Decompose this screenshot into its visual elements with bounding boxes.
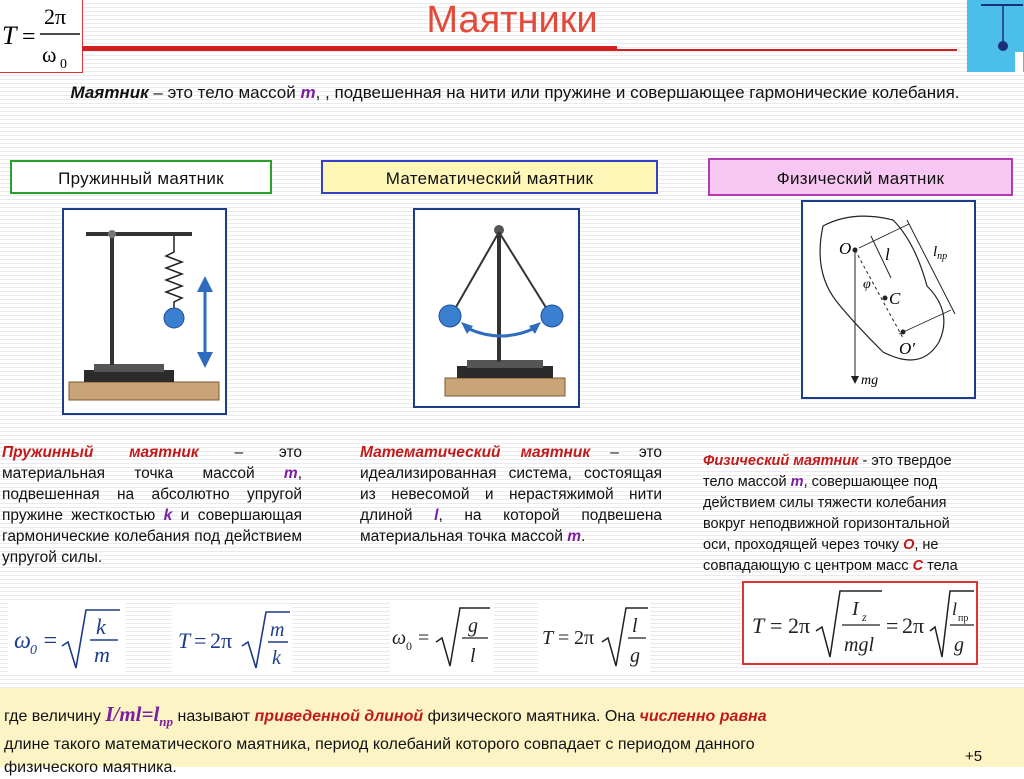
svg-text:ω: ω (14, 628, 31, 654)
spring-term: Пружинный маятник (2, 444, 199, 461)
page-title: Маятники (426, 0, 598, 41)
svg-text:l: l (470, 645, 476, 667)
bottom-note (4, 703, 994, 779)
spring-pendulum-description (2, 442, 302, 568)
label-lpr: $l_{пр}$ (933, 244, 948, 262)
definition-text-2: , , подвешенная на нити или пружине и совершающее гармонические колебания. (315, 83, 960, 102)
category-mathematical: Математический маятник (321, 160, 658, 194)
label-C: C (889, 289, 901, 308)
definition-var: m (300, 83, 316, 102)
svg-text:g: g (954, 634, 964, 656)
phys-line-1: Физический маятник - это твердое (703, 453, 952, 469)
svg-text:=: = (418, 627, 430, 649)
svg-text:l: l (632, 615, 638, 637)
svg-text:g: g (468, 615, 478, 637)
svg-text:T: T (542, 627, 554, 649)
spring-pendulum-illustration (62, 208, 227, 415)
definition-term: Маятник (70, 83, 149, 102)
phys-line-3: действием силы тяжести колебания (703, 495, 947, 511)
svg-text:k: k (96, 614, 106, 639)
spring-var-k: k (163, 507, 173, 524)
math-period-formula (538, 600, 650, 674)
label-phi: φ (863, 277, 871, 292)
math-text-3: . (581, 528, 586, 545)
math-pendulum-description (360, 442, 662, 547)
spring-text-1: – это материальная точка массой (2, 444, 302, 482)
math-term: Математический маятник (360, 444, 591, 461)
math-var-m: m (567, 528, 582, 545)
svg-text:T: T (178, 628, 191, 653)
svg-text:0: 0 (406, 639, 412, 653)
svg-text:2π: 2π (788, 613, 811, 638)
svg-text:m: m (270, 619, 285, 641)
svg-text:I: I (852, 598, 859, 620)
formula-den-sub: 0 (60, 57, 67, 72)
svg-text:=: = (42, 628, 59, 654)
phys-line-5: оси, проходящей через точку O, не (703, 537, 939, 553)
spring-text-2: , подвешенная на абсолютно упругой пружине жесткостью (2, 465, 302, 524)
svg-text:mgl: mgl (844, 634, 874, 656)
svg-text:l: l (952, 599, 958, 619)
math-text-2: , на которой подвешена материальная точка массой (360, 507, 662, 545)
svg-text:m: m (94, 642, 110, 667)
spring-period-formula (172, 606, 292, 674)
physical-pendulum-drawing (803, 202, 974, 397)
math-text-1: – это идеализированная система, состоящая из невесомой и нерастяжимой нити длиной (360, 444, 662, 524)
physical-pendulum-illustration (801, 200, 976, 399)
formula-T: T (2, 21, 17, 50)
svg-text:=: = (558, 627, 570, 649)
spring-omega-formula (8, 602, 126, 674)
svg-text:z: z (862, 610, 867, 624)
phys-line-4: вокруг неподвижной горизонтальной (703, 516, 950, 532)
reduced-length-formula: $I/ml=l_{пр}$ (105, 702, 174, 730)
svg-text:=: = (194, 628, 207, 653)
svg-text:=: = (770, 613, 783, 638)
svg-text:2π: 2π (902, 613, 925, 638)
math-pendulum-drawing (415, 210, 578, 406)
physical-period-formula (742, 581, 978, 665)
category-spring: Пружинный маятник (10, 160, 272, 194)
page-number: +5 (965, 748, 983, 765)
label-l: l (885, 245, 890, 264)
svg-text:=: = (886, 613, 899, 638)
bottom-line-1: где величину $I/ml=l_{пр}$ называют приведенной длиной физического маятника. Она численно равна (4, 702, 767, 730)
formula-den: ω (42, 42, 57, 67)
math-pendulum-illustration (413, 208, 580, 408)
math-var-l: l (434, 507, 439, 524)
label-O: O (839, 239, 852, 258)
phys-line-2: тело массой m, совершающее под (703, 474, 938, 490)
bottom-line-3: физического маятника. (4, 759, 177, 777)
corner-pendulum-logo (967, 0, 1024, 72)
formula-num: 2π (44, 4, 67, 29)
phys-line-6: совпадающую с центром масс C тела (703, 558, 958, 574)
svg-text:2π: 2π (574, 627, 595, 649)
category-physical: Физический маятник (708, 158, 1013, 196)
svg-text:2π: 2π (210, 628, 233, 653)
label-mg: mg (861, 373, 879, 388)
svg-text:T: T (752, 613, 765, 638)
pendulum-definition (20, 82, 1010, 103)
title-underline (82, 46, 617, 51)
label-O2: O′ (899, 339, 915, 358)
spring-text-3: и совершающая гармонические колебания под действием упругой силы. (2, 507, 302, 566)
bottom-line-2: длине такого математического маятника, период колебаний которого совпадает с периодом данного (4, 736, 755, 754)
math-omega-formula (390, 600, 494, 674)
svg-text:g: g (630, 645, 640, 667)
formula-eq: = (22, 24, 36, 50)
physical-pendulum-description (703, 451, 1024, 577)
svg-text:пр: пр (958, 613, 969, 624)
title-underline-thin (617, 49, 957, 51)
pendulum-logo-icon (967, 0, 1024, 72)
definition-text-1: – это тело массой (148, 83, 301, 102)
spring-var-m: m (283, 465, 298, 482)
svg-text:0: 0 (30, 643, 37, 658)
spring-pendulum-drawing (64, 210, 225, 413)
svg-text:ω: ω (392, 627, 407, 649)
svg-text:k: k (272, 647, 281, 669)
